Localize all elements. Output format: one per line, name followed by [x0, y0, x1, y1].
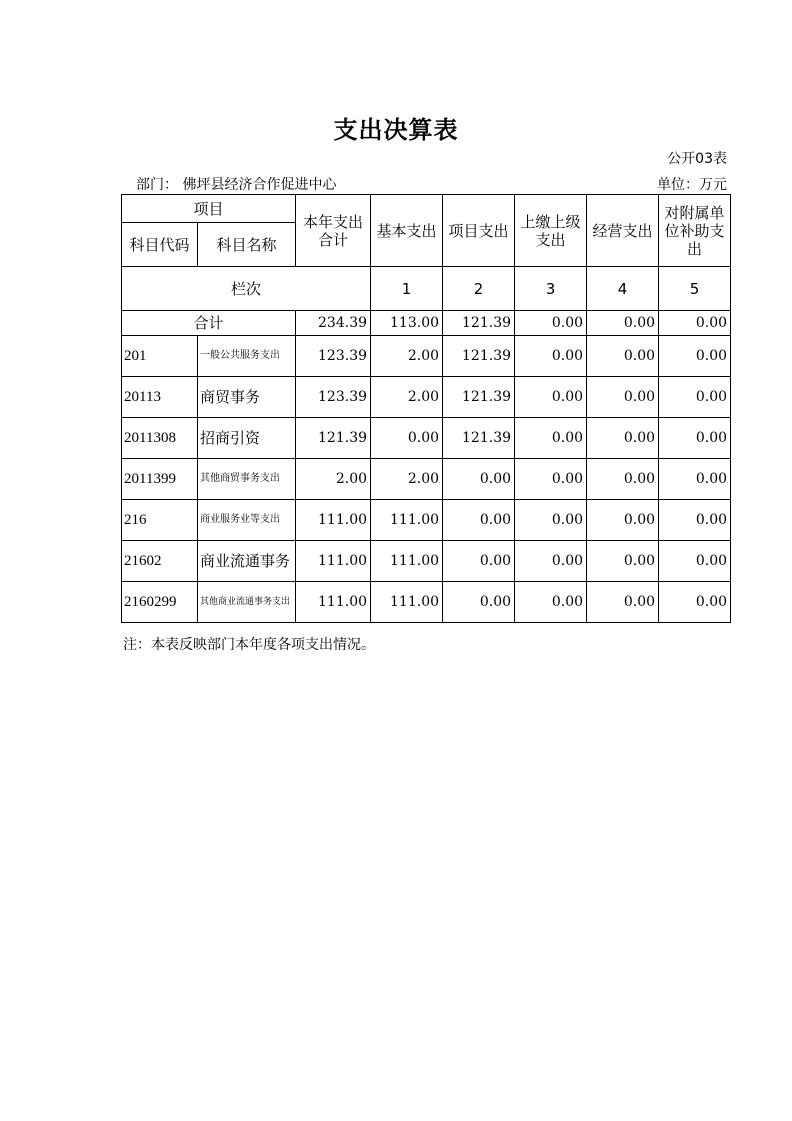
column-index: 2 [443, 267, 515, 311]
total-row [122, 311, 731, 336]
cell-value: 2.00 [371, 377, 443, 418]
subject-name: 一般公共服务支出 [198, 336, 296, 377]
cell-value: 0.00 [515, 500, 587, 541]
column-index: 3 [515, 267, 587, 311]
column-index: 4 [587, 267, 659, 311]
header-item: 项目 [122, 195, 296, 223]
cell-value: 0.00 [659, 459, 731, 500]
subject-name: 商贸事务 [198, 377, 296, 418]
table-row [122, 582, 731, 623]
cell-value: 111.00 [296, 500, 371, 541]
cell-value: 0.00 [515, 377, 587, 418]
cell-value: 0.00 [515, 582, 587, 623]
table-row [122, 418, 731, 459]
expenditure-table [121, 194, 731, 623]
subject-name: 其他商贸事务支出 [198, 459, 296, 500]
column-index-row [122, 267, 731, 311]
cell-value: 0.00 [659, 500, 731, 541]
cell-value: 0.00 [587, 459, 659, 500]
table-row [122, 541, 731, 582]
table-row [122, 336, 731, 377]
cell-value: 111.00 [371, 541, 443, 582]
subject-code: 216 [122, 500, 198, 541]
subject-code: 201 [122, 336, 198, 377]
cell-value: 121.39 [296, 418, 371, 459]
subject-name: 商业流通事务 [198, 541, 296, 582]
cell-value: 0.00 [659, 377, 731, 418]
cell-value: 111.00 [371, 500, 443, 541]
cell-value: 0.00 [659, 541, 731, 582]
total-value: 0.00 [587, 311, 659, 336]
cell-value: 0.00 [587, 336, 659, 377]
cell-value: 0.00 [443, 582, 515, 623]
header-subsidy-affiliates: 对附属单位补助支出 [659, 195, 731, 267]
cell-value: 123.39 [296, 336, 371, 377]
cell-value: 0.00 [443, 541, 515, 582]
cell-value: 121.39 [443, 336, 515, 377]
header-remit-superior: 上缴上级支出 [515, 195, 587, 267]
cell-value: 0.00 [587, 418, 659, 459]
cell-value: 0.00 [587, 541, 659, 582]
header-project-expenditure: 项目支出 [443, 195, 515, 267]
cell-value: 0.00 [443, 459, 515, 500]
page-title: 支出决算表 [333, 116, 459, 144]
table-row [122, 377, 731, 418]
cell-value: 0.00 [659, 418, 731, 459]
subject-name: 商业服务业等支出 [198, 500, 296, 541]
cell-value: 111.00 [296, 541, 371, 582]
cell-value: 0.00 [443, 500, 515, 541]
cell-value: 0.00 [515, 541, 587, 582]
unit-label: 单位：万元 [657, 177, 727, 193]
cell-value: 2.00 [371, 459, 443, 500]
total-value: 121.39 [443, 311, 515, 336]
subject-code: 20113 [122, 377, 198, 418]
subject-name: 其他商业流通事务支出 [198, 582, 296, 623]
subject-code: 2011308 [122, 418, 198, 459]
header-basic-expenditure: 基本支出 [371, 195, 443, 267]
cell-value: 111.00 [296, 582, 371, 623]
subject-name: 招商引资 [198, 418, 296, 459]
cell-value: 0.00 [371, 418, 443, 459]
cell-value: 123.39 [296, 377, 371, 418]
form-number: 公开03表 [667, 151, 727, 167]
cell-value: 0.00 [659, 336, 731, 377]
subject-code: 2160299 [122, 582, 198, 623]
cell-value: 0.00 [515, 418, 587, 459]
cell-value: 111.00 [371, 582, 443, 623]
subject-code: 2011399 [122, 459, 198, 500]
total-label: 合计 [122, 311, 296, 336]
cell-value: 0.00 [587, 377, 659, 418]
footnote: 注：本表反映部门本年度各项支出情况。 [123, 637, 375, 653]
column-index-label: 栏次 [122, 267, 371, 311]
subject-code: 21602 [122, 541, 198, 582]
cell-value: 0.00 [659, 582, 731, 623]
cell-value: 0.00 [587, 582, 659, 623]
header-business-expenditure: 经营支出 [587, 195, 659, 267]
table-row [122, 500, 731, 541]
header-total-expenditure: 本年支出合计 [296, 195, 371, 267]
header-subject-name: 科目名称 [198, 223, 296, 267]
cell-value: 2.00 [296, 459, 371, 500]
column-index: 5 [659, 267, 731, 311]
total-value: 113.00 [371, 311, 443, 336]
table-row [122, 459, 731, 500]
total-value: 234.39 [296, 311, 371, 336]
cell-value: 0.00 [515, 459, 587, 500]
column-index: 1 [371, 267, 443, 311]
department-label: 部门： 佛坪县经济合作促进中心 [136, 177, 337, 193]
cell-value: 0.00 [515, 336, 587, 377]
cell-value: 121.39 [443, 418, 515, 459]
cell-value: 121.39 [443, 377, 515, 418]
header-subject-code: 科目代码 [122, 223, 198, 267]
total-value: 0.00 [515, 311, 587, 336]
cell-value: 0.00 [587, 500, 659, 541]
cell-value: 2.00 [371, 336, 443, 377]
total-value: 0.00 [659, 311, 731, 336]
